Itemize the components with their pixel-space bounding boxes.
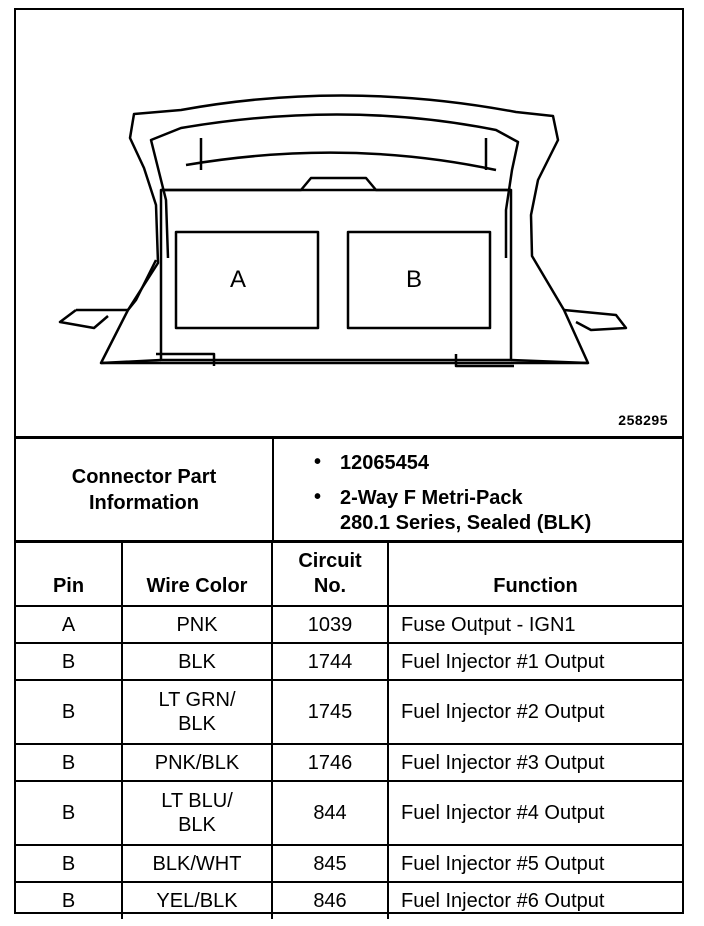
header-wire-color: Wire Color bbox=[122, 543, 272, 606]
function-cell: Fuel Injector #5 Output bbox=[388, 845, 682, 882]
circuit-cell: 844 bbox=[272, 781, 388, 845]
circuit-cell: 1746 bbox=[272, 744, 388, 781]
table-row bbox=[16, 680, 682, 744]
circuit-cell: 845 bbox=[272, 845, 388, 882]
wire-color-line1: BLK/WHT bbox=[152, 852, 242, 875]
table-header-row bbox=[16, 543, 682, 606]
wire-color-cell bbox=[122, 744, 272, 781]
wire-color-cell bbox=[122, 845, 272, 882]
function-cell: Fuse Output - IGN1 bbox=[388, 606, 682, 643]
circuit-cell: 1744 bbox=[272, 643, 388, 680]
connector-info-label-line2: Information bbox=[89, 491, 199, 514]
connector-info-label bbox=[16, 439, 274, 540]
table-row bbox=[16, 781, 682, 845]
function-cell: Fuel Injector #4 Output bbox=[388, 781, 682, 845]
figure-number: 258295 bbox=[618, 412, 668, 428]
wire-color-cell bbox=[122, 643, 272, 680]
wire-color-line1: PNK/BLK bbox=[154, 751, 240, 774]
connector-info-label-line1: Connector Part bbox=[71, 465, 217, 488]
wire-color-cell bbox=[122, 680, 272, 744]
circuit-cell: 1745 bbox=[272, 680, 388, 744]
wire-color-line1: LT GRN/ bbox=[158, 689, 236, 711]
header-circuit-line1: Circuit bbox=[298, 550, 362, 572]
function-cell: Fuel Injector #1 Output bbox=[388, 643, 682, 680]
part-number: 12065454 bbox=[340, 452, 429, 474]
wire-color-line1: YEL/BLK bbox=[156, 890, 238, 912]
function-cell: Fuel Injector #3 Output bbox=[388, 744, 682, 781]
function-cell: Fuel Injector #2 Output bbox=[388, 680, 682, 744]
table-row bbox=[16, 643, 682, 680]
pinout-table bbox=[16, 543, 682, 919]
pin-a-label: A bbox=[230, 266, 247, 293]
wire-color-line2: BLK bbox=[178, 713, 216, 735]
circuit-cell: 1039 bbox=[272, 606, 388, 643]
description-line1: 2-Way F Metri-Pack bbox=[340, 487, 523, 509]
wire-color-cell bbox=[122, 882, 272, 919]
wire-color-line1: LT BLU/ bbox=[161, 790, 233, 812]
header-circuit bbox=[272, 543, 388, 606]
wire-color-line1: PNK bbox=[176, 613, 218, 636]
connector-diagram bbox=[16, 10, 682, 439]
connector-info-details bbox=[274, 439, 682, 540]
connector-drawing bbox=[16, 10, 682, 436]
table-row bbox=[16, 845, 682, 882]
table-row bbox=[16, 882, 682, 919]
connector-sheet bbox=[14, 8, 684, 914]
pin-cell: B bbox=[16, 845, 122, 882]
pin-cell: B bbox=[16, 744, 122, 781]
bullet-icon: • bbox=[314, 451, 322, 473]
table-row bbox=[16, 744, 682, 781]
circuit-cell: 846 bbox=[272, 882, 388, 919]
bullet-icon: • bbox=[314, 486, 322, 508]
connector-info bbox=[16, 439, 682, 543]
pin-b-label: B bbox=[406, 266, 423, 293]
header-function: Function bbox=[388, 543, 682, 606]
table-row bbox=[16, 606, 682, 643]
wire-color-line2: BLK bbox=[178, 814, 216, 836]
pin-cell: A bbox=[16, 606, 122, 643]
pin-cell: B bbox=[16, 680, 122, 744]
header-circuit-line2: No. bbox=[313, 575, 347, 597]
header-pin: Pin bbox=[16, 543, 122, 606]
wire-color-cell bbox=[122, 781, 272, 845]
pin-cell: B bbox=[16, 643, 122, 680]
function-cell: Fuel Injector #6 Output bbox=[388, 882, 682, 919]
description-line2: 280.1 Series, Sealed (BLK) bbox=[340, 512, 592, 534]
wire-color-cell bbox=[122, 606, 272, 643]
pin-cell: B bbox=[16, 882, 122, 919]
pin-cell: B bbox=[16, 781, 122, 845]
wire-color-line1: BLK bbox=[178, 650, 216, 673]
